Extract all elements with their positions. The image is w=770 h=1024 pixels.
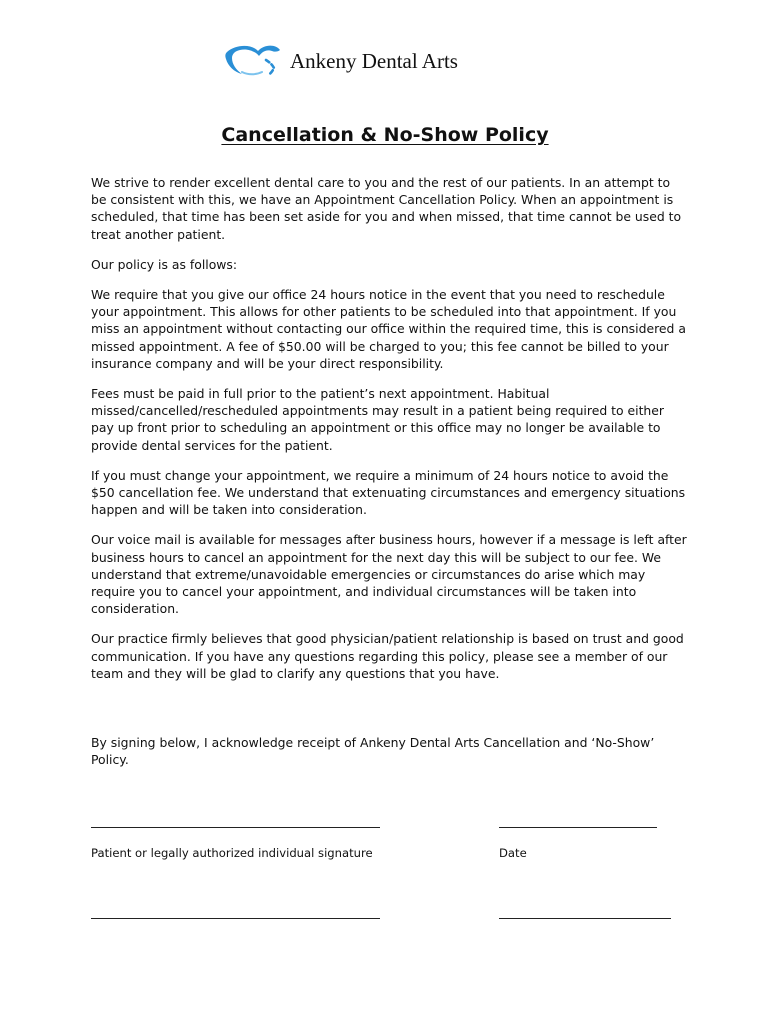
paragraph-policy-lead: Our policy is as follows: bbox=[91, 256, 238, 272]
policy-body bbox=[91, 174, 689, 695]
paragraph-change-appointment: If you must change your appointment, we require a minimum of 24 hours notice to avoid the $50 cancellation fee. We understand that extenuating circumstances and emergency situations happen and will be taken into consideration. bbox=[91, 467, 686, 518]
practice-name: Ankeny Dental Arts bbox=[290, 48, 458, 73]
paragraph-notice-requirement: We require that you give our office 24 hours notice in the event that you need to reschedule your appointment. This allows for other patients to be scheduled into that appointment. If you miss an appointment without contacting our office within the required time, this is considered a missed appointment. A fee of $50.00 will be charged to you; this fee cannot be billed to your insurance company and will be your direct responsibility. bbox=[91, 287, 686, 371]
document-title bbox=[0, 124, 770, 146]
letterhead bbox=[222, 40, 458, 80]
signature-label: Patient or legally authorized individual signature bbox=[91, 846, 373, 860]
paragraph-practice-belief: Our practice firmly believes that good physician/patient relationship is based on trust and good communication. If you have any questions regarding this policy, please see a member of our team and they will be glad to clarify any questions that you have. bbox=[91, 631, 684, 681]
title-text: Cancellation & No-Show Policy bbox=[221, 124, 549, 146]
paragraph-intro: We strive to render excellent dental care to you and the rest of our patients. In an attempt to be consistent with this, we have an Appointment Cancellation Policy. When an appointment is scheduled, that time has been set aside for you and when missed, that time cannot be used to treat another patient. bbox=[91, 175, 682, 242]
date-label: Date bbox=[499, 846, 527, 860]
second-signature-line[interactable] bbox=[91, 918, 380, 919]
signature-line[interactable] bbox=[91, 827, 380, 828]
date-line[interactable] bbox=[499, 827, 657, 828]
second-date-line[interactable] bbox=[499, 918, 671, 919]
paragraph-voice-mail: Our voice mail is available for messages after business hours, however if a message is left after business hours to cancel an appointment for the next day this will be subject to our fee. We understand that extreme/unavoidable emergencies or circumstances do arise which may require you to cancel your appointment, and individual circumstances will be taken into consideration. bbox=[91, 532, 687, 617]
tooth-logo-icon bbox=[222, 42, 284, 78]
paragraph-fees: Fees must be paid in full prior to the patient’s next appointment. Habitual missed/cancelled/rescheduled appointments may result in a patient being required to either pay up front prior to scheduling an appointment or this office may no longer be available to provide dental services for the patient. bbox=[91, 386, 664, 453]
acknowledgement-text: By signing below, I acknowledge receipt of Ankeny Dental Arts Cancellation and ‘No-Show’ Policy. bbox=[91, 735, 655, 768]
